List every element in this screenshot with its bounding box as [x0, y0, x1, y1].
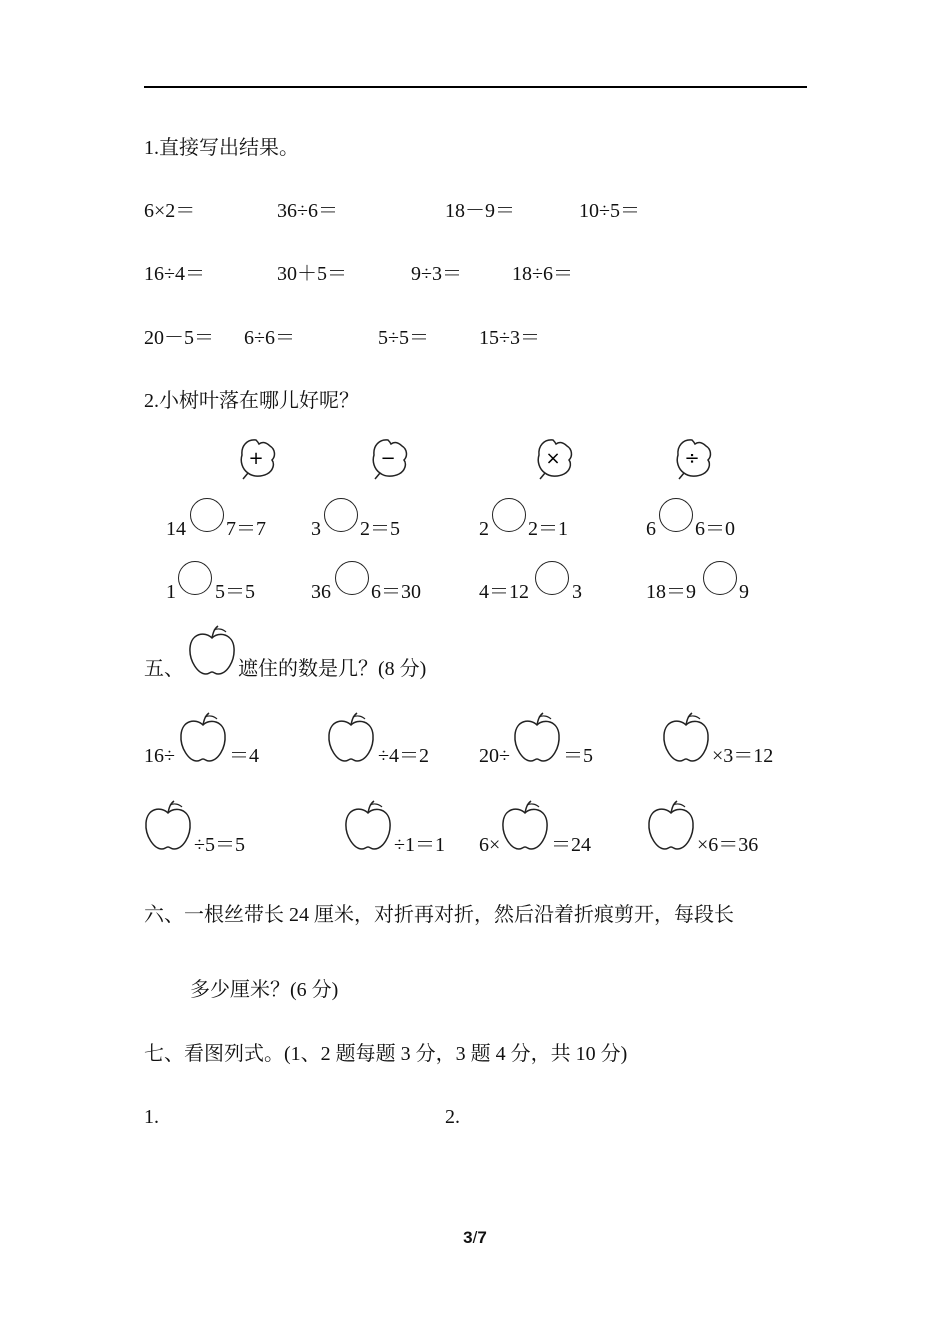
apple-icon[interactable] — [660, 711, 712, 765]
apple-equation-before: 6× — [479, 834, 501, 856]
answer-circle[interactable] — [659, 498, 693, 532]
leaf-symbol: × — [545, 448, 561, 469]
apple-equation-after: ＝5 — [563, 745, 593, 767]
answer-circle[interactable] — [178, 561, 212, 595]
leaf-times-icon — [533, 436, 575, 482]
apple-equation-after: ÷1＝1 — [394, 834, 445, 856]
calc-item: 20－5＝ — [144, 327, 214, 349]
equation-right: 2＝1 — [528, 518, 568, 540]
apple-icon[interactable] — [511, 711, 563, 765]
answer-circle[interactable] — [190, 498, 224, 532]
apple-icon[interactable] — [342, 799, 394, 853]
calc-item: 5÷5＝ — [378, 327, 429, 349]
section7-item1: 1. — [144, 1106, 159, 1128]
section7-heading: 七、看图列式。(1、2 题每题 3 分，3 题 4 分，共 10 分) — [144, 1043, 628, 1065]
leaf-symbol: ÷ — [684, 448, 700, 469]
calc-item: 18÷6＝ — [512, 263, 573, 285]
equation-left: 36 — [311, 581, 331, 603]
calc-item: 36÷6＝ — [277, 200, 338, 222]
equation-left: 4＝12 — [479, 581, 529, 603]
leaf-symbol: − — [380, 448, 396, 469]
section2-heading: 2.小树叶落在哪儿好呢？ — [144, 390, 359, 412]
equation-left: 2 — [479, 518, 489, 540]
equation-right: 9 — [739, 581, 749, 603]
equation-right: 6＝30 — [371, 581, 421, 603]
calc-item: 9÷3＝ — [411, 263, 462, 285]
apple-equation-after: ＝4 — [229, 745, 259, 767]
calc-item: 6×2＝ — [144, 200, 196, 222]
equation-right: 2＝5 — [360, 518, 400, 540]
section5-prefix: 五、 — [144, 658, 184, 680]
section6-line2: 多少厘米？(6 分) — [190, 979, 339, 1001]
equation-right: 6＝0 — [695, 518, 735, 540]
apple-icon[interactable] — [177, 711, 229, 765]
apple-equation-before: 16÷ — [144, 745, 175, 767]
current-page: 3 — [463, 1228, 473, 1247]
header-rule — [144, 86, 807, 88]
answer-circle[interactable] — [335, 561, 369, 595]
answer-circle[interactable] — [324, 498, 358, 532]
total-pages: 7 — [477, 1228, 487, 1247]
calc-item: 18－9＝ — [445, 200, 515, 222]
calc-item: 16÷4＝ — [144, 263, 205, 285]
equation-left: 14 — [166, 518, 186, 540]
apple-icon[interactable] — [499, 799, 551, 853]
leaf-symbol: + — [248, 448, 264, 469]
page-number — [0, 1228, 950, 1248]
apple-equation-after: ＝24 — [551, 834, 591, 856]
section1-heading: 1.直接写出结果。 — [144, 137, 299, 159]
calc-item: 30＋5＝ — [277, 263, 347, 285]
apple-equation-after: ×6＝36 — [697, 834, 759, 856]
page-separator: / — [472, 1228, 478, 1247]
leaf-plus-icon — [236, 436, 278, 482]
answer-circle[interactable] — [535, 561, 569, 595]
calc-item: 6÷6＝ — [244, 327, 295, 349]
apple-equation-after: ÷5＝5 — [194, 834, 245, 856]
equation-left: 18＝9 — [646, 581, 696, 603]
answer-circle[interactable] — [703, 561, 737, 595]
apple-icon[interactable] — [325, 711, 377, 765]
section5-heading: 遮住的数是几？(8 分) — [238, 658, 427, 680]
equation-right: 5＝5 — [215, 581, 255, 603]
calc-item: 15÷3＝ — [479, 327, 540, 349]
apple-icon — [186, 624, 238, 678]
section7-item2: 2. — [445, 1106, 460, 1128]
calc-item: 10÷5＝ — [579, 200, 640, 222]
equation-right: 3 — [572, 581, 582, 603]
apple-equation-after: ÷4＝2 — [378, 745, 429, 767]
equation-left: 1 — [166, 581, 176, 603]
apple-icon[interactable] — [645, 799, 697, 853]
section6-line1: 六、一根丝带长 24 厘米，对折再对折，然后沿着折痕剪开，每段长 — [144, 904, 734, 926]
leaf-minus-icon — [368, 436, 410, 482]
apple-icon[interactable] — [142, 799, 194, 853]
apple-equation-before: 20÷ — [479, 745, 510, 767]
answer-circle[interactable] — [492, 498, 526, 532]
leaf-divide-icon — [672, 436, 714, 482]
apple-equation-after: ×3＝12 — [712, 745, 774, 767]
equation-right: 7＝7 — [226, 518, 266, 540]
equation-left: 3 — [311, 518, 321, 540]
equation-left: 6 — [646, 518, 656, 540]
